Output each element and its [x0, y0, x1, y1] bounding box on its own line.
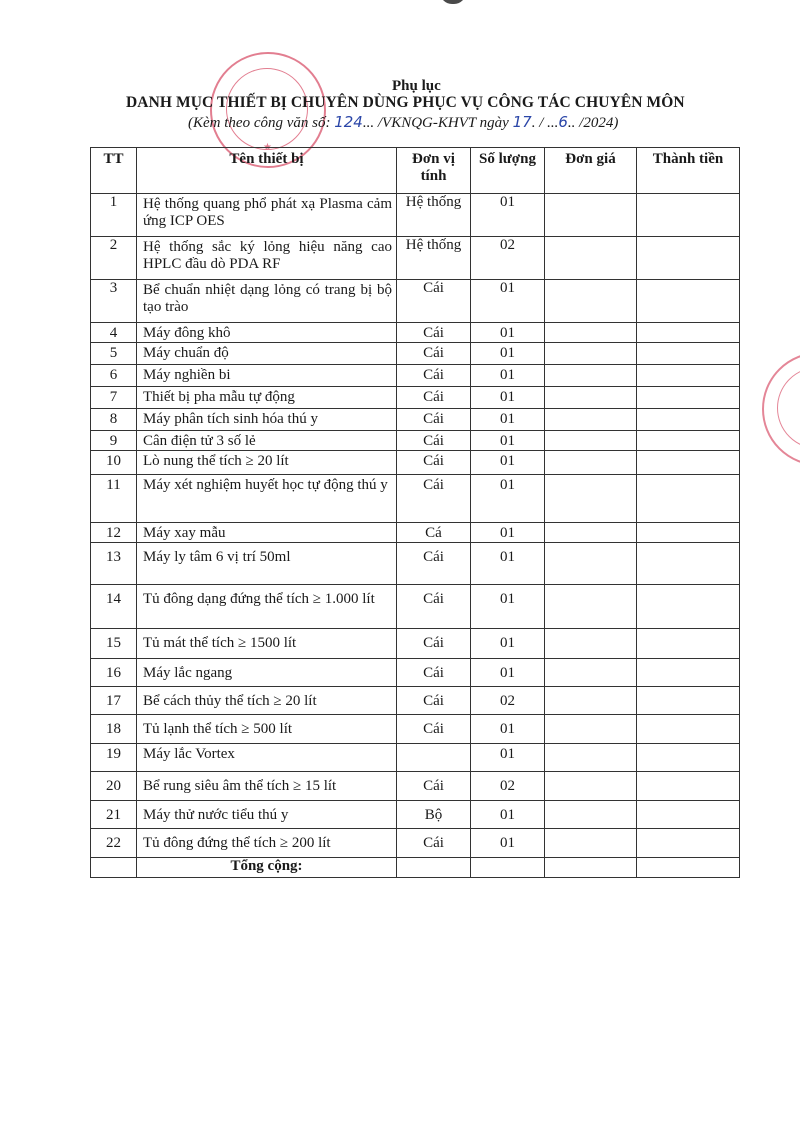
row-number: 13 — [91, 543, 137, 585]
unit-price — [545, 387, 637, 409]
table-row — [91, 409, 740, 431]
unit-of-measure: Cái — [397, 451, 471, 475]
row-number: 21 — [91, 801, 137, 829]
amount — [637, 585, 740, 629]
row-number: 15 — [91, 629, 137, 659]
unit-of-measure: Cái — [397, 365, 471, 387]
header-amount: Thành tiền — [637, 148, 740, 194]
unit-price — [545, 585, 637, 629]
table-row — [91, 523, 740, 543]
row-number: 14 — [91, 585, 137, 629]
row-number: 6 — [91, 365, 137, 387]
total-cell-empty — [545, 858, 637, 878]
amount — [637, 801, 740, 829]
table-row — [91, 585, 740, 629]
table-row — [91, 431, 740, 451]
table-row — [91, 451, 740, 475]
quantity: 01 — [471, 280, 545, 323]
quantity: 01 — [471, 629, 545, 659]
amount — [637, 409, 740, 431]
appendix-label: Phụ lục — [392, 78, 441, 94]
unit-price — [545, 194, 637, 237]
amount — [637, 543, 740, 585]
amount — [637, 772, 740, 801]
amount — [637, 387, 740, 409]
table-row — [91, 659, 740, 687]
unit-price — [545, 687, 637, 715]
unit-price — [545, 715, 637, 744]
amount — [637, 431, 740, 451]
amount — [637, 523, 740, 543]
header-qty: Số lượng — [471, 148, 545, 194]
scan-artifact — [440, 0, 466, 4]
equipment-table — [90, 147, 740, 878]
document-subtitle — [188, 113, 618, 132]
equipment-name: Máy ly tâm 6 vị trí 50ml — [137, 543, 397, 585]
equipment-name: Máy lắc Vortex — [137, 744, 397, 772]
unit-price — [545, 280, 637, 323]
total-cell-empty — [91, 858, 137, 878]
equipment-name: Máy phân tích sinh hóa thú y — [137, 409, 397, 431]
quantity: 01 — [471, 451, 545, 475]
unit-price — [545, 237, 637, 280]
quantity: 01 — [471, 585, 545, 629]
amount — [637, 343, 740, 365]
quantity: 02 — [471, 687, 545, 715]
unit-price — [545, 409, 637, 431]
row-number: 3 — [91, 280, 137, 323]
unit-price — [545, 744, 637, 772]
quantity: 02 — [471, 237, 545, 280]
table-row — [91, 629, 740, 659]
unit-of-measure: Bộ — [397, 801, 471, 829]
quantity: 01 — [471, 409, 545, 431]
quantity: 01 — [471, 801, 545, 829]
table-row — [91, 543, 740, 585]
unit-price — [545, 475, 637, 523]
equipment-name: Máy chuẩn độ — [137, 343, 397, 365]
equipment-name: Hệ thống quang phổ phát xạ Plasma cảm ứng ICP OES — [137, 194, 397, 237]
amount — [637, 280, 740, 323]
quantity: 01 — [471, 715, 545, 744]
unit-price — [545, 629, 637, 659]
equipment-name: Bể rung siêu âm thể tích ≥ 15 lít — [137, 772, 397, 801]
equipment-name: Máy đông khô — [137, 323, 397, 343]
equipment-name: Thiết bị pha mẫu tự động — [137, 387, 397, 409]
amount — [637, 829, 740, 858]
unit-of-measure: Cái — [397, 772, 471, 801]
table-row — [91, 387, 740, 409]
row-number: 10 — [91, 451, 137, 475]
row-number: 8 — [91, 409, 137, 431]
table-row — [91, 475, 740, 523]
unit-of-measure: Cái — [397, 431, 471, 451]
subtitle-sep: . / ... — [531, 115, 559, 131]
unit-of-measure: Hệ thống — [397, 194, 471, 237]
row-number: 4 — [91, 323, 137, 343]
header-unit: Đơn vị tính — [397, 148, 471, 194]
handwritten-day: 17 — [512, 113, 532, 131]
row-number: 9 — [91, 431, 137, 451]
table-row — [91, 715, 740, 744]
table-row — [91, 744, 740, 772]
quantity: 01 — [471, 365, 545, 387]
amount — [637, 687, 740, 715]
unit-of-measure: Cái — [397, 829, 471, 858]
row-number: 7 — [91, 387, 137, 409]
subtitle-suffix: .. /2024) — [567, 115, 619, 131]
total-label: Tổng cộng: — [137, 858, 397, 878]
quantity: 01 — [471, 523, 545, 543]
total-cell-empty — [397, 858, 471, 878]
unit-of-measure: Cái — [397, 687, 471, 715]
unit-of-measure: Cái — [397, 543, 471, 585]
unit-of-measure: Cái — [397, 585, 471, 629]
table-row — [91, 829, 740, 858]
equipment-name: Máy lắc ngang — [137, 659, 397, 687]
header-tt: TT — [91, 148, 137, 194]
total-cell-empty — [471, 858, 545, 878]
total-row — [91, 858, 740, 878]
table-row — [91, 194, 740, 237]
table-row — [91, 280, 740, 323]
unit-of-measure — [397, 744, 471, 772]
unit-of-measure: Cái — [397, 387, 471, 409]
quantity: 01 — [471, 543, 545, 585]
table-row — [91, 237, 740, 280]
amount — [637, 237, 740, 280]
quantity: 01 — [471, 431, 545, 451]
table-row — [91, 365, 740, 387]
equipment-name: Lò nung thể tích ≥ 20 lít — [137, 451, 397, 475]
quantity: 01 — [471, 387, 545, 409]
unit-of-measure: Cái — [397, 323, 471, 343]
unit-of-measure: Cái — [397, 343, 471, 365]
row-number: 20 — [91, 772, 137, 801]
unit-price — [545, 365, 637, 387]
amount — [637, 659, 740, 687]
row-number: 5 — [91, 343, 137, 365]
unit-price — [545, 543, 637, 585]
amount — [637, 629, 740, 659]
header-price: Đơn giá — [545, 148, 637, 194]
document-title: DANH MỤC THIẾT BỊ CHUYÊN DÙNG PHỤC VỤ CÔNG TÁC CHUYÊN MÔN — [126, 94, 685, 111]
quantity: 01 — [471, 343, 545, 365]
unit-price — [545, 801, 637, 829]
unit-of-measure: Cái — [397, 475, 471, 523]
handwritten-doc-number: 124 — [334, 113, 363, 131]
equipment-name: Bể chuẩn nhiệt dạng lỏng có trang bị bộ tạo trào — [137, 280, 397, 323]
table-row — [91, 343, 740, 365]
equipment-name: Máy nghiền bi — [137, 365, 397, 387]
equipment-name: Tủ mát thể tích ≥ 1500 lít — [137, 629, 397, 659]
quantity: 01 — [471, 829, 545, 858]
unit-price — [545, 323, 637, 343]
handwritten-month: 6 — [558, 113, 568, 131]
header-name: Tên thiết bị — [137, 148, 397, 194]
amount — [637, 323, 740, 343]
row-number: 22 — [91, 829, 137, 858]
unit-price — [545, 451, 637, 475]
equipment-name: Cân điện tử 3 số lẻ — [137, 431, 397, 451]
row-number: 17 — [91, 687, 137, 715]
quantity: 01 — [471, 744, 545, 772]
row-number: 1 — [91, 194, 137, 237]
unit-of-measure: Cái — [397, 280, 471, 323]
unit-price — [545, 772, 637, 801]
quantity: 01 — [471, 475, 545, 523]
subtitle-prefix: (Kèm theo công văn số: — [188, 115, 335, 131]
table-row — [91, 687, 740, 715]
row-number: 18 — [91, 715, 137, 744]
table-row — [91, 801, 740, 829]
amount — [637, 744, 740, 772]
amount — [637, 475, 740, 523]
total-cell-empty — [637, 858, 740, 878]
amount — [637, 194, 740, 237]
row-number: 19 — [91, 744, 137, 772]
unit-of-measure: Cái — [397, 715, 471, 744]
unit-price — [545, 659, 637, 687]
unit-price — [545, 431, 637, 451]
equipment-name: Máy xay mẫu — [137, 523, 397, 543]
table-row — [91, 323, 740, 343]
equipment-name: Máy xét nghiệm huyết học tự động thú y — [137, 475, 397, 523]
star-icon: ★ — [263, 142, 272, 153]
row-number: 12 — [91, 523, 137, 543]
row-number: 11 — [91, 475, 137, 523]
red-seal-inner-ring — [777, 367, 800, 449]
amount — [637, 365, 740, 387]
quantity: 02 — [471, 772, 545, 801]
unit-price — [545, 523, 637, 543]
quantity: 01 — [471, 194, 545, 237]
table-row — [91, 772, 740, 801]
unit-price — [545, 343, 637, 365]
equipment-name: Tủ lạnh thể tích ≥ 500 lít — [137, 715, 397, 744]
equipment-name: Tủ đông dạng đứng thể tích ≥ 1.000 lít — [137, 585, 397, 629]
unit-of-measure: Cái — [397, 629, 471, 659]
row-number: 16 — [91, 659, 137, 687]
quantity: 01 — [471, 659, 545, 687]
subtitle-middle: ... /VKNQG-KHVT ngày — [362, 115, 513, 131]
unit-of-measure: Cái — [397, 659, 471, 687]
red-seal-stamp-edge — [762, 352, 800, 466]
equipment-name: Bể cách thủy thể tích ≥ 20 lít — [137, 687, 397, 715]
equipment-name: Hệ thống sắc ký lỏng hiệu năng cao HPLC đầu dò PDA RF — [137, 237, 397, 280]
unit-of-measure: Hệ thống — [397, 237, 471, 280]
equipment-name: Máy thử nước tiểu thú y — [137, 801, 397, 829]
unit-price — [545, 829, 637, 858]
equipment-name: Tủ đông đứng thể tích ≥ 200 lít — [137, 829, 397, 858]
unit-of-measure: Cái — [397, 409, 471, 431]
table-header-row — [91, 148, 740, 194]
quantity: 01 — [471, 323, 545, 343]
amount — [637, 451, 740, 475]
row-number: 2 — [91, 237, 137, 280]
unit-of-measure: Cá — [397, 523, 471, 543]
amount — [637, 715, 740, 744]
